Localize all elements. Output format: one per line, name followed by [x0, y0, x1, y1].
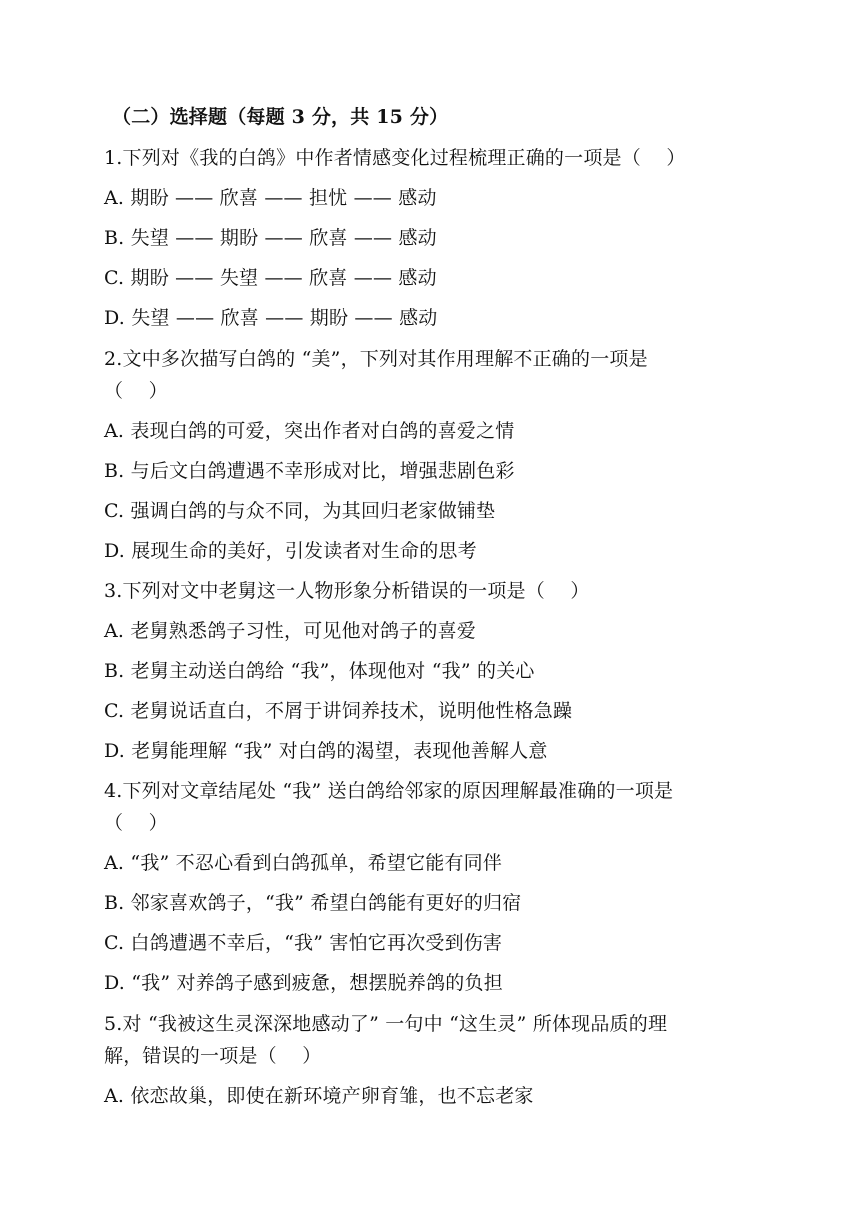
question-2-option-d: D. 展现生命的美好，引发读者对生命的思考 — [104, 540, 477, 562]
question-3-option-d: D. 老舅能理解 “我” 对白鸽的渴望，表现他善解人意 — [104, 740, 548, 762]
question-2-option-c: C. 强调白鸽的与众不同，为其回归老家做铺垫 — [104, 500, 496, 522]
question-5-option-a: A. 依恋故巢，即使在新环境产卵育雏，也不忘老家 — [104, 1085, 534, 1107]
question-3-option-c: C. 老舅说话直白，不屑于讲饲养技术，说明他性格急躁 — [104, 700, 573, 722]
question-1-option-b: B. 失望 —— 期盼 —— 欣喜 —— 感动 — [104, 227, 437, 249]
question-3-option-b: B. 老舅主动送白鸽给 “我”，体现他对 “我” 的关心 — [104, 660, 535, 682]
question-4-option-b: B. 邻家喜欢鸽子，“我” 希望白鸽能有更好的归宿 — [104, 892, 522, 914]
question-4-option-c: C. 白鸽遭遇不幸后，“我” 害怕它再次受到伤害 — [104, 932, 503, 954]
question-1-option-a: A. 期盼 —— 欣喜 —— 担忧 —— 感动 — [104, 187, 437, 209]
question-4-stem-continuation: （ ） — [104, 812, 168, 834]
question-2-stem-continuation: （ ） — [104, 380, 168, 402]
question-4-option-a: A. “我” 不忍心看到白鸽孤单，希望它能有同伴 — [104, 852, 503, 874]
question-5-stem-continuation: 解，错误的一项是（ ） — [104, 1045, 322, 1067]
question-1-option-c: C. 期盼 —— 失望 —— 欣喜 —— 感动 — [104, 267, 437, 289]
question-3-option-a: A. 老舅熟悉鸽子习性，可见他对鸽子的喜爱 — [104, 620, 477, 642]
question-2-option-a: A. 表现白鸽的可爱，突出作者对白鸽的喜爱之情 — [104, 420, 515, 442]
question-4-stem: 4.下列对文章结尾处 “我” 送白鸽给邻家的原因理解最准确的一项是 — [104, 780, 674, 802]
question-1-option-d: D. 失望 —— 欣喜 —— 期盼 —— 感动 — [104, 307, 438, 329]
question-3-stem: 3.下列对文中老舅这一人物形象分析错误的一项是（ ） — [104, 580, 590, 602]
question-2-stem: 2.文中多次描写白鸽的 “美”，下列对其作用理解不正确的一项是 — [104, 348, 648, 370]
question-5-stem: 5.对 “我被这生灵深深地感动了” 一句中 “这生灵” 所体现品质的理 — [104, 1013, 668, 1035]
section-heading: （二）选择题（每题 3 分，共 15 分） — [112, 106, 449, 128]
question-1-stem: 1.下列对《我的白鸽》中作者情感变化过程梳理正确的一项是（ ） — [104, 147, 686, 169]
question-4-option-d: D. “我” 对养鸽子感到疲惫，想摆脱养鸽的负担 — [104, 972, 503, 994]
question-2-option-b: B. 与后文白鸽遭遇不幸形成对比，增强悲剧色彩 — [104, 460, 515, 482]
